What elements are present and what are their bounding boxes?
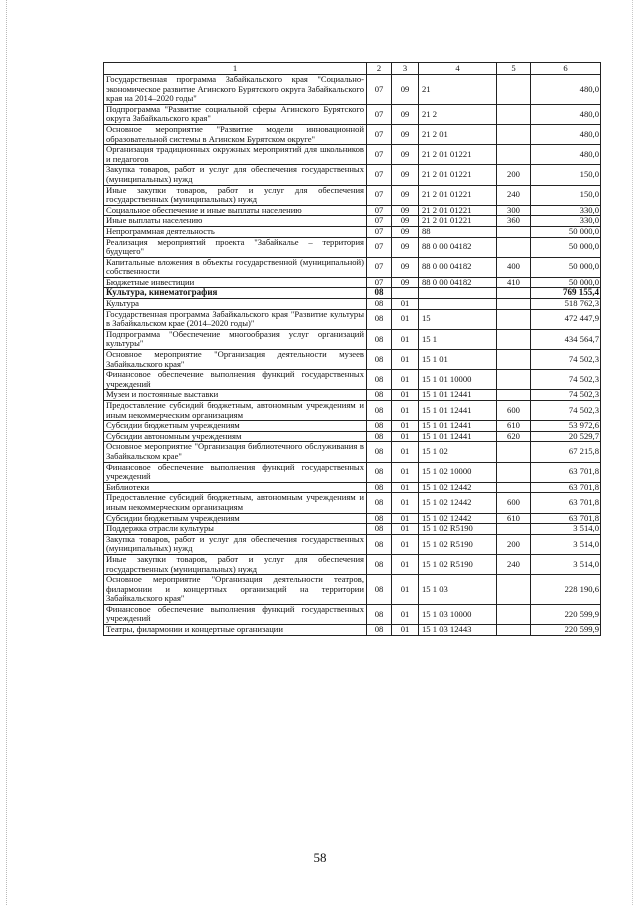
row-name-cell: Поддержка отрасли культуры (104, 524, 367, 535)
row-subsection-cell: 09 (392, 124, 419, 144)
table-row (104, 237, 601, 257)
row-subsection-cell: 01 (392, 431, 419, 442)
row-name-cell: Бюджетные инвестиции (104, 277, 367, 288)
row-section-cell: 08 (367, 442, 392, 462)
row-target-article-cell: 15 1 02 12442 (419, 493, 497, 513)
row-section-cell: 08 (367, 421, 392, 432)
row-name-cell: Иные выплаты населению (104, 216, 367, 227)
table-header-row (104, 63, 601, 75)
row-section-cell: 08 (367, 299, 392, 310)
row-target-article-cell: 88 0 00 04182 (419, 277, 497, 288)
row-name-cell: Театры, филармонии и концертные организации (104, 625, 367, 636)
row-amount-cell: 150,0 (531, 165, 601, 185)
table-row (104, 493, 601, 513)
row-target-article-cell: 21 2 01 01221 (419, 216, 497, 227)
row-name-cell: Основное мероприятие "Развитие модели инновационной образовательной системы в Агинском Бурятском округе" (104, 124, 367, 144)
row-subsection-cell: 01 (392, 554, 419, 574)
row-expense-type-cell (497, 124, 531, 144)
row-subsection-cell: 09 (392, 185, 419, 205)
row-expense-type-cell (497, 350, 531, 370)
table-row (104, 462, 601, 482)
row-target-article-cell: 15 1 (419, 329, 497, 349)
row-amount-cell: 50 000,0 (531, 226, 601, 237)
row-section-cell: 08 (367, 390, 392, 401)
row-subsection-cell: 01 (392, 370, 419, 390)
row-section-cell: 07 (367, 165, 392, 185)
table-row (104, 575, 601, 605)
row-amount-cell: 228 190,6 (531, 575, 601, 605)
row-subsection-cell: 09 (392, 277, 419, 288)
table-row (104, 309, 601, 329)
row-target-article-cell: 21 2 01 01221 (419, 205, 497, 216)
row-name-cell: Иные закупки товаров, работ и услуг для обеспечения государственных (муниципальных) нужд (104, 554, 367, 574)
row-expense-type-cell: 620 (497, 431, 531, 442)
row-expense-type-cell: 600 (497, 401, 531, 421)
row-target-article-cell: 88 (419, 226, 497, 237)
row-amount-cell: 769 155,4 (531, 288, 601, 299)
row-amount-cell: 3 514,0 (531, 534, 601, 554)
column-header-name: 1 (104, 63, 367, 75)
row-amount-cell: 67 215,8 (531, 442, 601, 462)
row-amount-cell: 480,0 (531, 124, 601, 144)
row-name-cell: Непрограммная деятельность (104, 226, 367, 237)
row-subsection-cell: 01 (392, 421, 419, 432)
row-expense-type-cell (497, 145, 531, 165)
row-subsection-cell: 01 (392, 462, 419, 482)
row-amount-cell: 63 701,8 (531, 513, 601, 524)
row-name-cell: Государственная программа Забайкальского края "Развитие культуры в Забайкальском крае (2014–2020 годы)" (104, 309, 367, 329)
row-section-cell: 08 (367, 288, 392, 299)
row-section-cell: 08 (367, 625, 392, 636)
table-row (104, 401, 601, 421)
column-header-expense-type: 5 (497, 63, 531, 75)
row-expense-type-cell (497, 462, 531, 482)
table-row (104, 554, 601, 574)
row-expense-type-cell: 300 (497, 205, 531, 216)
row-target-article-cell: 15 1 02 12442 (419, 513, 497, 524)
table-row (104, 350, 601, 370)
scan-edge-left (6, 0, 8, 905)
table-row (104, 165, 601, 185)
row-section-cell: 08 (367, 575, 392, 605)
row-section-cell: 08 (367, 370, 392, 390)
row-target-article-cell: 15 (419, 309, 497, 329)
row-expense-type-cell: 360 (497, 216, 531, 227)
row-subsection-cell: 01 (392, 350, 419, 370)
table-row (104, 524, 601, 535)
row-expense-type-cell (497, 604, 531, 624)
row-name-cell: Организация традиционных окружных мероприятий для школьников и педагогов (104, 145, 367, 165)
budget-table (103, 62, 601, 636)
row-name-cell: Музеи и постоянные выставки (104, 390, 367, 401)
row-expense-type-cell (497, 309, 531, 329)
table-row (104, 185, 601, 205)
row-expense-type-cell (497, 524, 531, 535)
table-row (104, 145, 601, 165)
row-section-cell: 07 (367, 75, 392, 105)
row-target-article-cell: 15 1 02 R5190 (419, 534, 497, 554)
row-section-cell: 07 (367, 226, 392, 237)
row-amount-cell: 3 514,0 (531, 524, 601, 535)
row-target-article-cell: 15 1 02 R5190 (419, 524, 497, 535)
row-subsection-cell: 01 (392, 442, 419, 462)
row-target-article-cell: 15 1 01 10000 (419, 370, 497, 390)
row-target-article-cell: 21 2 (419, 104, 497, 124)
row-target-article-cell: 15 1 03 (419, 575, 497, 605)
row-amount-cell: 74 502,3 (531, 390, 601, 401)
row-amount-cell: 480,0 (531, 104, 601, 124)
row-section-cell: 08 (367, 482, 392, 493)
row-amount-cell: 472 447,9 (531, 309, 601, 329)
table-row (104, 442, 601, 462)
row-section-cell: 07 (367, 277, 392, 288)
row-target-article-cell: 21 2 01 01221 (419, 145, 497, 165)
row-subsection-cell: 09 (392, 216, 419, 227)
row-subsection-cell: 01 (392, 534, 419, 554)
row-section-cell: 08 (367, 309, 392, 329)
row-subsection-cell: 09 (392, 205, 419, 216)
row-section-cell: 08 (367, 534, 392, 554)
row-expense-type-cell (497, 329, 531, 349)
row-name-cell: Основное мероприятие "Организация библиотечного обслуживания в Забайкальском крае" (104, 442, 367, 462)
table-row (104, 104, 601, 124)
row-name-cell: Реализация мероприятий проекта "Забайкалье – территория будущего" (104, 237, 367, 257)
row-target-article-cell (419, 299, 497, 310)
row-target-article-cell: 15 1 02 12442 (419, 482, 497, 493)
row-target-article-cell: 15 1 01 (419, 350, 497, 370)
row-expense-type-cell: 410 (497, 277, 531, 288)
row-amount-cell: 434 564,7 (531, 329, 601, 349)
row-subsection-cell: 09 (392, 237, 419, 257)
row-subsection-cell: 01 (392, 390, 419, 401)
row-expense-type-cell: 200 (497, 165, 531, 185)
row-subsection-cell: 01 (392, 482, 419, 493)
row-name-cell: Библиотеки (104, 482, 367, 493)
table-row (104, 421, 601, 432)
table-row (104, 329, 601, 349)
row-name-cell: Культура (104, 299, 367, 310)
row-expense-type-cell (497, 226, 531, 237)
row-subsection-cell: 09 (392, 257, 419, 277)
row-name-cell: Подпрограмма "Обеспечение многообразия услуг организаций культуры" (104, 329, 367, 349)
row-section-cell: 08 (367, 493, 392, 513)
row-expense-type-cell (497, 442, 531, 462)
row-expense-type-cell (497, 390, 531, 401)
row-expense-type-cell (497, 237, 531, 257)
row-section-cell: 08 (367, 329, 392, 349)
table-row (104, 288, 601, 299)
row-target-article-cell: 21 (419, 75, 497, 105)
row-subsection-cell: 01 (392, 309, 419, 329)
column-header-target-article: 4 (419, 63, 497, 75)
row-target-article-cell: 21 2 01 (419, 124, 497, 144)
row-subsection-cell: 01 (392, 524, 419, 535)
row-section-cell: 07 (367, 205, 392, 216)
row-section-cell: 08 (367, 554, 392, 574)
row-amount-cell: 480,0 (531, 145, 601, 165)
row-amount-cell: 330,0 (531, 205, 601, 216)
row-expense-type-cell (497, 104, 531, 124)
row-name-cell: Подпрограмма "Развитие социальной сферы Агинского Бурятского округа Забайкальского края" (104, 104, 367, 124)
row-amount-cell: 63 701,8 (531, 482, 601, 493)
row-expense-type-cell (497, 299, 531, 310)
row-expense-type-cell (497, 370, 531, 390)
row-subsection-cell: 01 (392, 401, 419, 421)
row-subsection-cell: 09 (392, 226, 419, 237)
table-body (104, 75, 601, 636)
row-amount-cell: 50 000,0 (531, 237, 601, 257)
row-target-article-cell: 15 1 03 12443 (419, 625, 497, 636)
row-target-article-cell (419, 288, 497, 299)
row-section-cell: 08 (367, 401, 392, 421)
row-section-cell: 07 (367, 104, 392, 124)
row-subsection-cell: 01 (392, 299, 419, 310)
row-amount-cell: 330,0 (531, 216, 601, 227)
row-expense-type-cell (497, 75, 531, 105)
table-row (104, 205, 601, 216)
row-expense-type-cell: 610 (497, 513, 531, 524)
row-section-cell: 07 (367, 216, 392, 227)
row-amount-cell: 74 502,3 (531, 350, 601, 370)
table-row (104, 370, 601, 390)
scan-edge-right (632, 0, 634, 905)
row-name-cell: Финансовое обеспечение выполнения функций государственных учреждений (104, 462, 367, 482)
row-target-article-cell: 15 1 01 12441 (419, 431, 497, 442)
row-name-cell: Государственная программа Забайкальского края "Социально-экономическое развитие Агинского Бурятского округа Забайкальского края на 2014–2020 годы" (104, 75, 367, 105)
row-section-cell: 08 (367, 524, 392, 535)
row-expense-type-cell: 600 (497, 493, 531, 513)
column-header-section: 2 (367, 63, 392, 75)
row-amount-cell: 53 972,6 (531, 421, 601, 432)
row-subsection-cell: 09 (392, 75, 419, 105)
row-name-cell: Основное мероприятие "Организация деятельности музеев Забайкальского края" (104, 350, 367, 370)
row-name-cell: Иные закупки товаров, работ и услуг для обеспечения государственных (муниципальных) нужд (104, 185, 367, 205)
row-subsection-cell: 01 (392, 575, 419, 605)
row-expense-type-cell: 200 (497, 534, 531, 554)
row-section-cell: 07 (367, 185, 392, 205)
row-expense-type-cell: 610 (497, 421, 531, 432)
table-row (104, 124, 601, 144)
row-amount-cell: 150,0 (531, 185, 601, 205)
row-amount-cell: 50 000,0 (531, 257, 601, 277)
row-section-cell: 08 (367, 462, 392, 482)
row-section-cell: 08 (367, 513, 392, 524)
row-name-cell: Финансовое обеспечение выполнения функций государственных учреждений (104, 604, 367, 624)
row-name-cell: Финансовое обеспечение выполнения функций государственных учреждений (104, 370, 367, 390)
table-row (104, 75, 601, 105)
row-target-article-cell: 21 2 01 01221 (419, 185, 497, 205)
row-subsection-cell: 09 (392, 104, 419, 124)
row-name-cell: Закупка товаров, работ и услуг для обеспечения государственных (муниципальных) нужд (104, 165, 367, 185)
row-section-cell: 08 (367, 604, 392, 624)
page-number: 58 (313, 850, 327, 865)
row-expense-type-cell: 240 (497, 185, 531, 205)
table-row (104, 431, 601, 442)
row-target-article-cell: 21 2 01 01221 (419, 165, 497, 185)
row-section-cell: 07 (367, 145, 392, 165)
row-amount-cell: 63 701,8 (531, 462, 601, 482)
row-subsection-cell: 01 (392, 604, 419, 624)
row-name-cell: Субсидии автономным учреждениям (104, 431, 367, 442)
row-amount-cell: 220 599,9 (531, 625, 601, 636)
row-amount-cell: 480,0 (531, 75, 601, 105)
row-name-cell: Субсидии бюджетным учреждениям (104, 513, 367, 524)
row-target-article-cell: 15 1 01 12441 (419, 401, 497, 421)
table-row (104, 299, 601, 310)
table-row (104, 604, 601, 624)
row-amount-cell: 74 502,3 (531, 401, 601, 421)
table-row (104, 482, 601, 493)
row-target-article-cell: 88 0 00 04182 (419, 257, 497, 277)
row-expense-type-cell: 240 (497, 554, 531, 574)
row-expense-type-cell (497, 288, 531, 299)
row-amount-cell: 3 514,0 (531, 554, 601, 574)
row-amount-cell: 63 701,8 (531, 493, 601, 513)
row-expense-type-cell (497, 625, 531, 636)
row-target-article-cell: 15 1 02 R5190 (419, 554, 497, 574)
row-subsection-cell: 09 (392, 165, 419, 185)
row-expense-type-cell: 400 (497, 257, 531, 277)
row-name-cell: Социальное обеспечение и иные выплаты населению (104, 205, 367, 216)
row-name-cell: Предоставление субсидий бюджетным, автономным учреждениям и иным некоммерческим организациям (104, 401, 367, 421)
row-expense-type-cell (497, 482, 531, 493)
row-amount-cell: 50 000,0 (531, 277, 601, 288)
row-subsection-cell: 01 (392, 513, 419, 524)
row-name-cell: Закупка товаров, работ и услуг для обеспечения государственных (муниципальных) нужд (104, 534, 367, 554)
row-section-cell: 07 (367, 237, 392, 257)
row-section-cell: 08 (367, 431, 392, 442)
table-row (104, 226, 601, 237)
row-amount-cell: 20 529,7 (531, 431, 601, 442)
row-section-cell: 07 (367, 124, 392, 144)
row-subsection-cell: 01 (392, 625, 419, 636)
row-name-cell: Предоставление субсидий бюджетным, автономным учреждениям и иным некоммерческим организациям (104, 493, 367, 513)
row-subsection-cell: 09 (392, 145, 419, 165)
column-header-subsection: 3 (392, 63, 419, 75)
row-amount-cell: 518 762,3 (531, 299, 601, 310)
row-target-article-cell: 15 1 02 (419, 442, 497, 462)
row-expense-type-cell (497, 575, 531, 605)
column-header-amount: 6 (531, 63, 601, 75)
row-target-article-cell: 15 1 01 12441 (419, 421, 497, 432)
row-name-cell: Культура, кинематография (104, 288, 367, 299)
table-row (104, 513, 601, 524)
row-section-cell: 07 (367, 257, 392, 277)
table-row (104, 277, 601, 288)
table-row (104, 625, 601, 636)
row-name-cell: Субсидии бюджетным учреждениям (104, 421, 367, 432)
row-subsection-cell: 01 (392, 493, 419, 513)
row-subsection-cell: 01 (392, 329, 419, 349)
row-target-article-cell: 15 1 03 10000 (419, 604, 497, 624)
row-target-article-cell: 88 0 00 04182 (419, 237, 497, 257)
table-row (104, 216, 601, 227)
row-name-cell: Капитальные вложения в объекты государственной (муниципальной) собственности (104, 257, 367, 277)
row-subsection-cell (392, 288, 419, 299)
table-row (104, 257, 601, 277)
row-amount-cell: 74 502,3 (531, 370, 601, 390)
row-target-article-cell: 15 1 02 10000 (419, 462, 497, 482)
row-section-cell: 08 (367, 350, 392, 370)
row-amount-cell: 220 599,9 (531, 604, 601, 624)
table-row (104, 390, 601, 401)
row-target-article-cell: 15 1 01 12441 (419, 390, 497, 401)
table-row (104, 534, 601, 554)
row-name-cell: Основное мероприятие "Организация деятельности театров, филармонии и концертных организаций на территории Забайкальского края" (104, 575, 367, 605)
